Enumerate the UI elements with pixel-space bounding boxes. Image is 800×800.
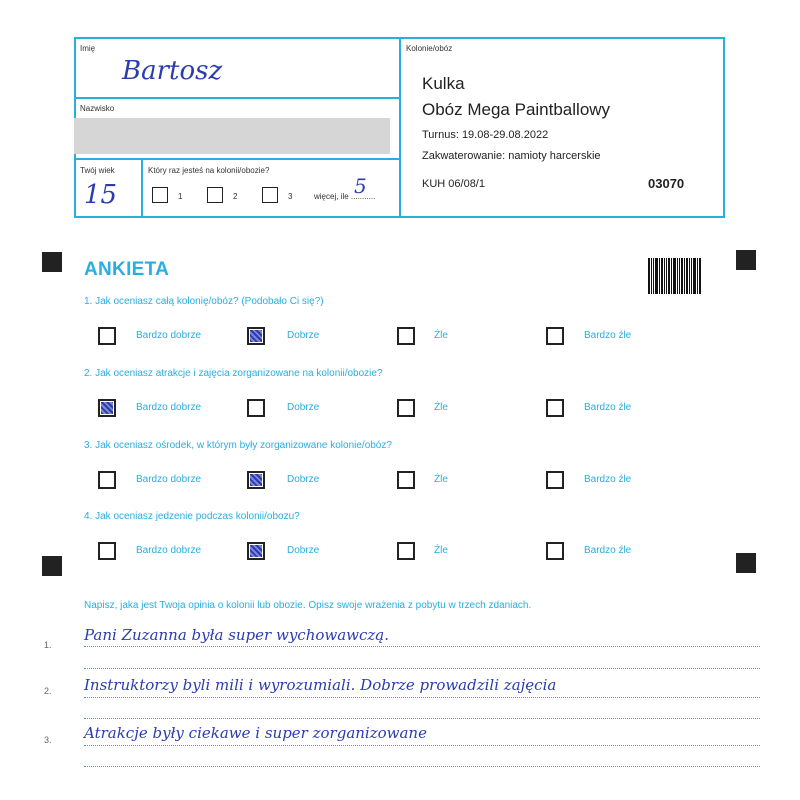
registration-marker bbox=[736, 250, 756, 270]
option-label: Bardzo dobrze bbox=[136, 402, 202, 413]
barcode-bar bbox=[693, 258, 696, 294]
registration-marker bbox=[736, 553, 756, 573]
checkbox-q3-opt2[interactable] bbox=[247, 471, 265, 489]
visit-count-checkbox-2[interactable] bbox=[207, 187, 223, 203]
redacted-surname bbox=[74, 118, 390, 154]
barcode-bar bbox=[681, 258, 683, 294]
answer-line-1[interactable]: Pani Zuzanna była super wychowawczą. bbox=[84, 626, 390, 644]
survey-title: ANKIETA bbox=[84, 259, 170, 280]
visit-count-label-1: 1 bbox=[178, 192, 183, 201]
checkbox-q2-opt2[interactable] bbox=[247, 399, 265, 417]
barcode-bar bbox=[666, 258, 667, 294]
option-label: Bardzo źle bbox=[584, 545, 632, 556]
option-label: Dobrze bbox=[287, 545, 320, 556]
dotted-line bbox=[84, 668, 760, 669]
nazwisko-label: Nazwisko bbox=[80, 104, 115, 113]
checkbox-q1-opt2[interactable] bbox=[247, 327, 265, 345]
wiecej-value: 5 bbox=[354, 174, 367, 198]
option-label: Bardzo dobrze bbox=[136, 474, 202, 485]
barcode-bar bbox=[661, 258, 663, 294]
checkbox-q3-opt4[interactable] bbox=[546, 471, 564, 489]
barcode-bar bbox=[659, 258, 660, 294]
barcode-bar bbox=[699, 258, 701, 294]
ktory-raz-label: Który raz jesteś na kolonii/obozie? bbox=[148, 166, 270, 175]
barcode-bar bbox=[673, 258, 676, 294]
dotted-line bbox=[84, 646, 760, 647]
checkbox-q4-opt2[interactable] bbox=[247, 542, 265, 560]
visit-count-label-2: 2 bbox=[233, 192, 238, 201]
question-4: 4. Jak oceniasz jedzenie podczas kolonii/obozu? bbox=[84, 511, 300, 522]
registration-marker bbox=[42, 556, 62, 576]
opinion-instruction: Napisz, jaka jest Twoja opinia o kolonii lub obozie. Opisz swoje wrażenia z pobytu w trzech zdaniach. bbox=[84, 600, 532, 611]
dotted-line bbox=[84, 718, 760, 719]
barcode-bar bbox=[651, 258, 652, 294]
barcode-bar bbox=[655, 258, 658, 294]
dotted-line bbox=[84, 745, 760, 746]
line-number: 1. bbox=[44, 640, 52, 650]
imie-label: Imię bbox=[80, 44, 96, 53]
barcode-bar bbox=[686, 258, 688, 294]
wiek-value: 15 bbox=[84, 180, 118, 210]
dotted-line bbox=[84, 766, 760, 767]
barcode-bar bbox=[668, 258, 670, 294]
visit-count-checkbox-3[interactable] bbox=[262, 187, 278, 203]
visit-count-checkbox-1[interactable] bbox=[152, 187, 168, 203]
question-2: 2. Jak oceniasz atrakcje i zajęcia zorganizowane na kolonii/obozie? bbox=[84, 368, 383, 379]
checkbox-q2-opt1[interactable] bbox=[98, 399, 116, 417]
barcode-bar bbox=[697, 258, 698, 294]
option-label: Źle bbox=[434, 402, 448, 413]
form-number: 03070 bbox=[648, 176, 685, 191]
wiecej-label: więcej, ile ........... bbox=[314, 192, 376, 201]
camp-code: KUH 06/08/1 bbox=[422, 178, 485, 190]
checkbox-q1-opt4[interactable] bbox=[546, 327, 564, 345]
checkbox-q2-opt3[interactable] bbox=[397, 399, 415, 417]
checkbox-q4-opt1[interactable] bbox=[98, 542, 116, 560]
checkbox-q3-opt3[interactable] bbox=[397, 471, 415, 489]
question-1: 1. Jak oceniasz całą kolonię/obóz? (Podobało Ci się?) bbox=[84, 296, 324, 307]
kolonia-label: Kolonie/obóz bbox=[406, 44, 453, 53]
barcode-bar bbox=[648, 258, 650, 294]
checkbox-q2-opt4[interactable] bbox=[546, 399, 564, 417]
camp-name: Kulka bbox=[422, 74, 465, 93]
checkbox-q1-opt1[interactable] bbox=[98, 327, 116, 345]
dotted-line bbox=[84, 697, 760, 698]
camp-title: Obóz Mega Paintballowy bbox=[422, 100, 611, 119]
zakwaterowanie: Zakwaterowanie: namioty harcerskie bbox=[422, 150, 601, 162]
answer-line-3[interactable]: Atrakcje były ciekawe i super zorganizowane bbox=[84, 724, 427, 742]
turnus: Turnus: 19.08-29.08.2022 bbox=[422, 129, 549, 141]
checkbox-q3-opt1[interactable] bbox=[98, 471, 116, 489]
option-label: Źle bbox=[434, 545, 448, 556]
barcode-bar bbox=[653, 258, 654, 294]
barcode-bar bbox=[677, 258, 678, 294]
checkbox-q1-opt3[interactable] bbox=[397, 327, 415, 345]
line-number: 2. bbox=[44, 686, 52, 696]
option-label: Dobrze bbox=[287, 402, 320, 413]
imie-value: Bartosz bbox=[122, 56, 223, 86]
option-label: Bardzo źle bbox=[584, 402, 632, 413]
registration-marker bbox=[42, 252, 62, 272]
option-label: Dobrze bbox=[287, 330, 320, 341]
answer-line-2[interactable]: Instruktorzy byli mili i wyrozumiali. Dobrze prowadzili zajęcia bbox=[84, 676, 557, 694]
checkbox-q4-opt4[interactable] bbox=[546, 542, 564, 560]
option-label: Bardzo dobrze bbox=[136, 545, 202, 556]
wiek-label: Twój wiek bbox=[80, 166, 115, 175]
barcode-bar bbox=[664, 258, 665, 294]
barcode-bar bbox=[684, 258, 685, 294]
option-label: Bardzo dobrze bbox=[136, 330, 202, 341]
option-label: Bardzo źle bbox=[584, 474, 632, 485]
option-label: Źle bbox=[434, 474, 448, 485]
barcode-bar bbox=[691, 258, 692, 294]
line-number: 3. bbox=[44, 735, 52, 745]
barcode bbox=[648, 258, 704, 294]
barcode-bar bbox=[689, 258, 690, 294]
question-3: 3. Jak oceniasz ośrodek, w którym były zorganizowane kolonie/obóz? bbox=[84, 440, 392, 451]
checkbox-q4-opt3[interactable] bbox=[397, 542, 415, 560]
option-label: Bardzo źle bbox=[584, 330, 632, 341]
option-label: Dobrze bbox=[287, 474, 320, 485]
barcode-bar bbox=[671, 258, 672, 294]
visit-count-label-3: 3 bbox=[288, 192, 293, 201]
option-label: Źle bbox=[434, 330, 448, 341]
barcode-bar bbox=[679, 258, 680, 294]
